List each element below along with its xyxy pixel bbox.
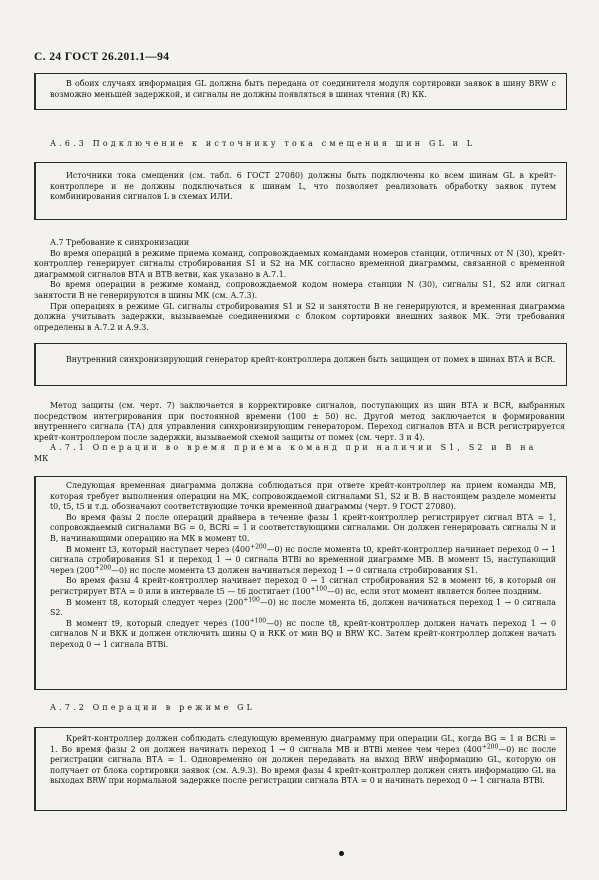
box-text: Во время фазы 2 после операций драйвера в течение фазы 1 крейт-контроллер регистрирует сигнал ВТА = 1, сопровождаемый сигналами BG = 0, BCRi = 1 и соответствующими сигналами. Он должен генерировать сигналы N и В, начинающими операцию на МК в момент t0.	[50, 512, 556, 543]
note-box-timing-diagram	[34, 476, 567, 690]
paragraph: Во время операций в режиме приема команд, сопровождаемых командами номеров станции, отличных от N (30), крейт-контроллер генерирует сигналы стробирования S1 и S2 на МК согласно временной диаграммы, связанной с временной диаграммой сигналов ВТА и ВТВ ветви, как указано в А.7.1.	[34, 248, 565, 279]
box-text: Следующая временная диаграмма должна соблюдаться при ответе крейт-контроллер на прием команды МВ, которая требует выполнения операции на МК, сопровождаемой сигналами S1, S2 и В. В настоящем разделе моменты t0, t5, t5 и т.д. обозначают соответствующие точки временной диаграммы (черт. 9 ГОСТ 27080).	[50, 481, 556, 512]
section-heading-a63: А.6.3 Подключение к источнику тока смещения шин GL и L	[50, 139, 476, 148]
box-text: Во время фазы 4 крейт-контроллер начинает переход 0 → 1 сигнал стробирования S2 в момент t6, в который он регистрирует ВТА = 0 или в интервале t5 — t6 достигает $(100^{+100}—0)$ нс, если этот момент является более поздним.	[50, 576, 556, 596]
page-mark-dot	[339, 851, 344, 856]
section-heading-a7: А.7 Требование к синхронизации	[50, 238, 190, 247]
paragraph: Метод защиты (см. черт. 7) заключается в корректировке сигналов, поступающих из шин ВТА и BCR, выбранных посредством интегрирования при постоянной времени (100 ± 50) нс. Другой метод заключается в формировании внутреннего сигнала (ТА) для управления синхронизирующим генератором. Переход сигналов ВТА и BCR регистрируется крейт-контроллером после задержки, вызываемой схемой защиты от помех (см. черт. 3 и 4).	[34, 401, 565, 442]
box-text: Источники тока смещения (см. табл. 6 ГОСТ 27080) должны быть подключены ко всем шинам GL в крейт-контроллере и не должны подключаться к шинам L, что позволяет реализовать обработку заявок путем комбинирования сигналов L в схемах ИЛИ.	[50, 171, 556, 202]
note-box-gl-transfer	[34, 73, 567, 110]
box-text: В момент t8, который следует через $(200^{+100}—0)$ нс после момента t6, должен начинаться переход 1 → 0 сигнала S2.	[50, 595, 557, 618]
note-box-bias-current	[34, 162, 567, 220]
note-box-noise-protection	[34, 343, 567, 386]
note-box-gl-mode	[34, 727, 567, 811]
box-text: Внутренний синхронизирующий генератор крейт-контроллера должен быть защищен от помех в шинах ВТА и BCR.	[66, 355, 556, 364]
box-text: В момент t3, который наступает через $(400^{+200}—0)$ нс после момента t0, крейт-контроллер начинает переход 0 → 1 сигнала стробирования S1 и переход 1 → 0 сигнала ВТВi во временной диаграмме МВ. В момент t5, наступающий через $(200^{+200}—0)$ нс после момента t3 должен начинаться переход 1 → 0 сигнала стробирования S1.	[50, 542, 556, 575]
box-text: Крейт-контроллер должен соблюдать следующую временную диаграмму при операции GL, когда BG = 1 и BCRi = 1. Во время фазы 2 он должен начинать переход 1 → 0 сигнала МВ и ВТВi менее чем через $(400^{+200}—0)$ нс после регистрации сигнала ВТА = 1. Одновременно он должен передавать на выход BRW информацию GL, которую он получает от блока сортировки заявок (см. А.9.3). Во время фазы 4 крейт-контроллер должен снять информацию GL на выходах BRW при нормальной задержке после регистрации сигнала ВТА = 0 и начинать переход 0 → 1 сигнала ВТВi.	[50, 734, 557, 786]
section-heading-a72: А.7.2 Операции в режиме GL	[50, 703, 256, 712]
section-heading-a71-cont: МК	[34, 454, 49, 463]
paragraph: Во время операции в режиме команд, сопровождаемой кодом номера станции N (30), сигналы S1, S2 или сигнал занятости В не генерируются в шины МК (см. А.7.3).	[34, 280, 565, 300]
page-header: С. 24 ГОСТ 26.201.1—94	[34, 51, 170, 63]
box-text: В момент t9, который следует через $(100^{+100}—0)$ нс после t8, крейт-контроллер должен начать переход 1 → 0 сигналов N и ВКК и должен отключить шины Q и RKK от мин BQ и BRW КС. Затем крейт-контроллер должен начать переход 0 → 1 сигнала ВТВi.	[50, 617, 556, 649]
section-heading-a71: А.7.1 Операции во время приема команд при наличии S1, S2 и В на	[50, 443, 537, 452]
paragraph: При операциях в режиме GL сигналы стробирования S1 и S2 и занятости В не генерируются, и временная диаграмма должна учитывать задержки, вызываемые соединениями с блоком сортировки внешних заявок МК. Эти требования определены в А.7.2 и А.9.3.	[34, 301, 565, 332]
protection-method	[34, 401, 565, 443]
section-a7	[34, 238, 565, 333]
box-text: В обоих случаях информация GL должна быть передана от соединителя модуля сортировки заявок в шину BRW с возможно меньшей задержкой, и сигналы не должны появляться в шинах чтения (R) КК.	[50, 79, 556, 99]
